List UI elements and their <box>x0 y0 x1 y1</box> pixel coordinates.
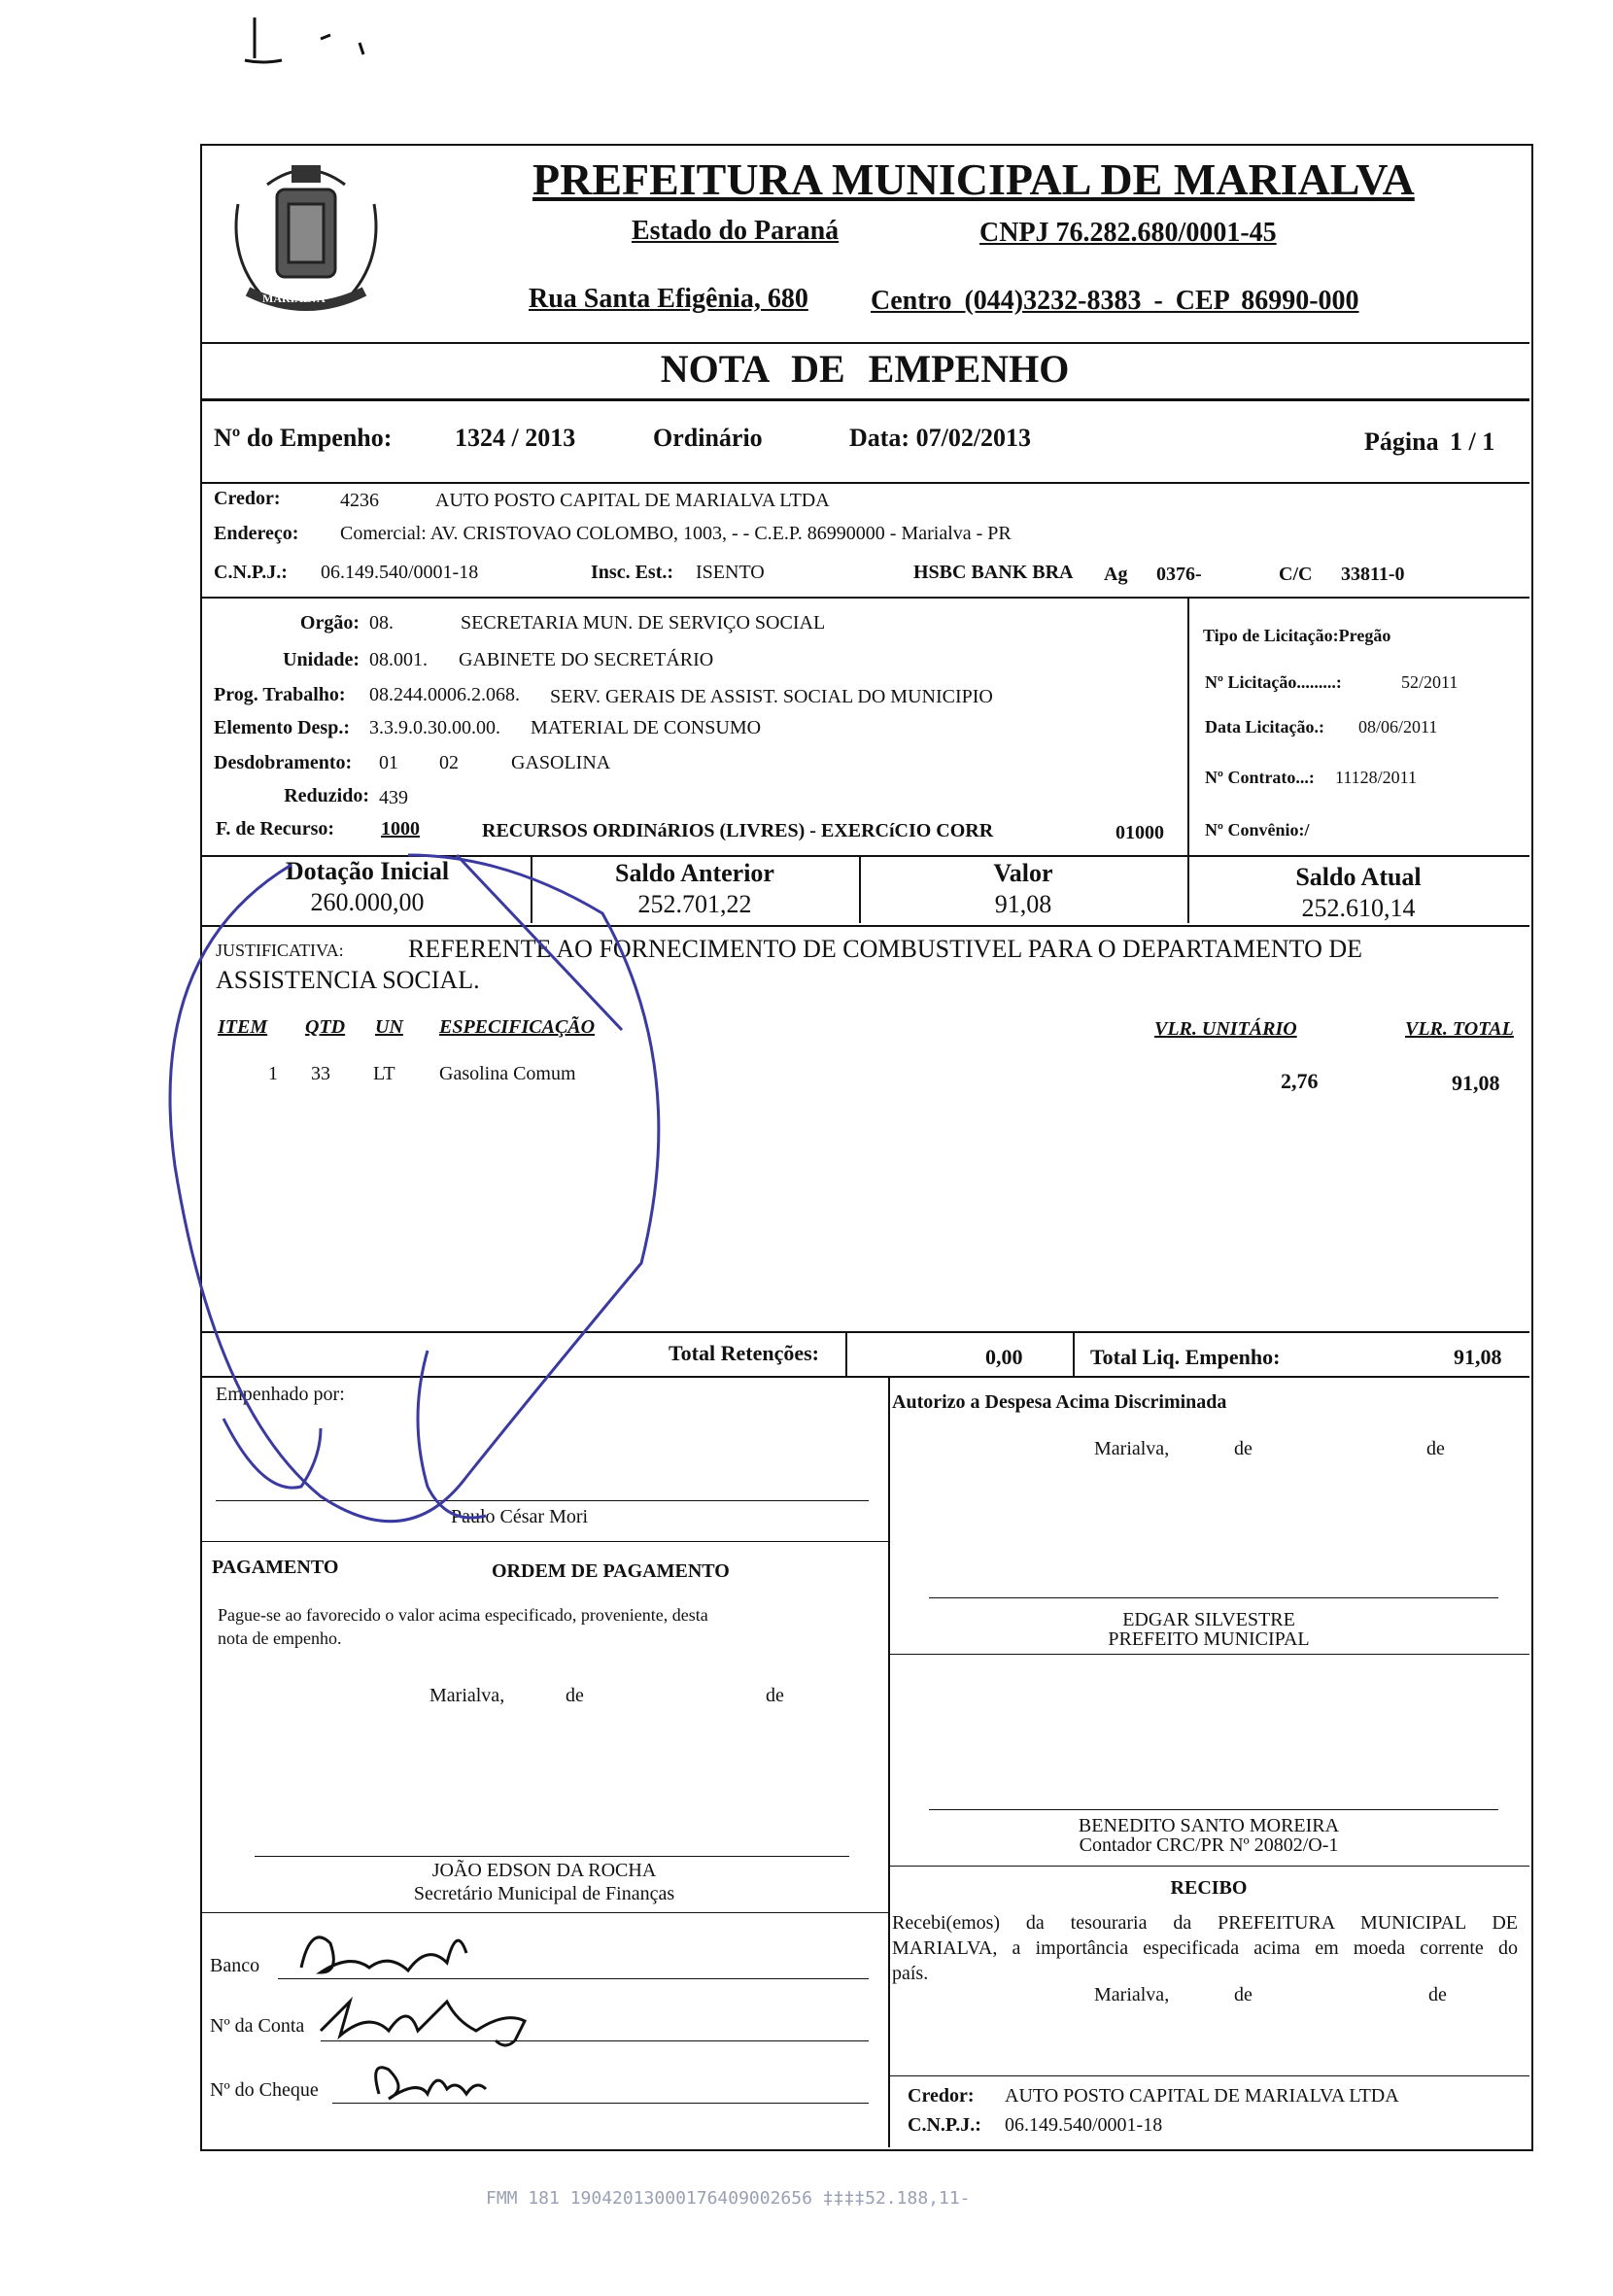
municipality-contact: Centro (044)3232-8383 - CEP 86990-000 <box>871 286 1359 316</box>
cheque-label: Nº do Cheque <box>210 2079 319 2101</box>
prefeito-name: EDGAR SILVESTRE <box>1122 1609 1295 1630</box>
unidade-code: 08.001. <box>369 649 428 670</box>
unidade-name: GABINETE DO SECRETÁRIO <box>459 649 714 670</box>
orgao-code: 08. <box>369 612 394 634</box>
saldo-atual-label: Saldo Atual <box>1295 863 1422 891</box>
justificativa-label: JUSTIFICATIVA: <box>216 941 344 960</box>
valor-value: 91,08 <box>994 890 1052 918</box>
desdobramento-a: 01 <box>379 752 398 773</box>
pagamento-de-1: de <box>566 1685 584 1706</box>
licitacao-number-label: Nº Licitação.........: <box>1205 672 1342 692</box>
banco-label: Banco <box>210 1955 260 1976</box>
footer-cnpj: 06.149.540/0001-18 <box>1005 2114 1163 2136</box>
total-liquido-value: 91,08 <box>1454 1345 1502 1369</box>
recibo-line2: MARIALVA, a importância especificada acima em moeda corrente do <box>892 1937 1518 1959</box>
desdobramento-name: GASOLINA <box>511 752 611 773</box>
page-label: Página <box>1364 428 1439 456</box>
saldo-atual-value: 252.610,14 <box>1301 894 1416 922</box>
pagamento-label: PAGAMENTO <box>212 1557 339 1578</box>
item-row-1-spec: Gasolina Comum <box>439 1063 576 1084</box>
recurso-code: 1000 <box>381 818 420 840</box>
licitacao-date-label: Data Licitação.: <box>1205 717 1324 737</box>
prog-label: Prog. Trabalho: <box>214 684 346 705</box>
municipality-title: PREFEITURA MUNICIPAL DE MARIALVA <box>532 154 1415 204</box>
municipality-cnpj: CNPJ 76.282.680/0001-45 <box>979 218 1277 248</box>
contrato-number: 11128/2011 <box>1335 768 1417 787</box>
saldo-anterior-value: 252.701,22 <box>637 890 752 918</box>
contador-title: Contador CRC/PR Nº 20802/O-1 <box>1079 1834 1339 1856</box>
autorizo-de-2: de <box>1426 1438 1445 1459</box>
page-number: 1 / 1 <box>1450 428 1495 456</box>
dotacao-value: 260.000,00 <box>310 888 425 916</box>
recibo-de-2: de <box>1428 1984 1447 2005</box>
empenho-number-label: Nº do Empenho: <box>214 424 393 452</box>
credor-name: AUTO POSTO CAPITAL DE MARIALVA LTDA <box>435 490 830 511</box>
col-especificacao: ESPECIFICAÇÃO <box>439 1016 596 1038</box>
total-liquido-label: Total Liq. Empenho: <box>1090 1345 1281 1369</box>
col-un: UN <box>375 1016 403 1038</box>
recibo-place: Marialva, <box>1094 1984 1170 2005</box>
credor-label: Credor: <box>214 488 281 509</box>
prog-name: SERV. GERAIS DE ASSIST. SOCIAL DO MUNICIPIO <box>550 686 993 707</box>
licitacao-date: 08/06/2011 <box>1358 717 1438 737</box>
credor-cnpj: 06.149.540/0001-18 <box>321 562 479 583</box>
footer-cnpj-label: C.N.P.J.: <box>908 2114 981 2136</box>
reduzido-label: Reduzido: <box>284 785 369 806</box>
empenhado-name: Paulo César Mori <box>451 1506 589 1527</box>
elemento-name: MATERIAL DE CONSUMO <box>531 717 762 738</box>
contrato-label: Nº Contrato...: <box>1205 768 1315 787</box>
justificativa-line1: REFERENTE AO FORNECIMENTO DE COMBUSTIVEL PARA O DEPARTAMENTO DE <box>408 935 1363 963</box>
state-name: Estado do Paraná <box>632 216 840 246</box>
recibo-de-1: de <box>1234 1984 1253 2005</box>
item-row-1-item: 1 <box>268 1063 278 1084</box>
ordem-pagamento-label: ORDEM DE PAGAMENTO <box>492 1560 730 1582</box>
reduzido-value: 439 <box>379 787 408 808</box>
account-label: C/C <box>1279 564 1313 585</box>
secretario-title: Secretário Municipal de Finanças <box>413 1883 675 1904</box>
account-number: 33811-0 <box>1341 564 1405 585</box>
licitacao-type: Tipo de Licitação:Pregão <box>1203 626 1391 645</box>
convenio-label: Nº Convênio:/ <box>1205 820 1310 840</box>
top-corner-mark <box>245 17 363 62</box>
prog-code: 08.244.0006.2.068. <box>369 684 520 705</box>
recibo-line3: país. <box>892 1963 929 1984</box>
insc-value: ISENTO <box>696 562 765 583</box>
secretario-name: JOÃO EDSON DA ROCHA <box>431 1860 657 1881</box>
bank-name: HSBC BANK BRA <box>913 562 1074 583</box>
credor-cnpj-label: C.N.P.J.: <box>214 562 288 583</box>
recibo-line1: Recebi(emos) da tesouraria da PREFEITURA MUNICIPAL DE <box>892 1912 1518 1934</box>
recurso-number: 01000 <box>1115 822 1164 843</box>
item-row-1-total: 91,08 <box>1452 1071 1500 1095</box>
recurso-label: F. de Recurso: <box>216 818 335 840</box>
empenho-date: Data: 07/02/2013 <box>849 424 1032 452</box>
justificativa-line2: ASSISTENCIA SOCIAL. <box>216 966 480 994</box>
autorizo-de-1: de <box>1234 1438 1253 1459</box>
document-title: NOTA DE EMPENHO <box>660 347 1070 391</box>
credor-address: Comercial: AV. CRISTOVAO COLOMBO, 1003, - - C.E.P. 86990000 - Marialva - PR <box>340 523 1012 544</box>
autorizo-place: Marialva, <box>1094 1438 1170 1459</box>
credor-code: 4236 <box>340 490 379 511</box>
autorizo-text: Autorizo a Despesa Acima Discriminada <box>892 1391 1227 1413</box>
pague-line2: nota de empenho. <box>218 1628 342 1648</box>
item-row-1-unit: 2,76 <box>1281 1069 1319 1093</box>
pagamento-place: Marialva, <box>429 1685 505 1706</box>
valor-label: Valor <box>993 859 1053 887</box>
prefeito-title: PREFEITO MUNICIPAL <box>1108 1628 1310 1650</box>
pague-line1: Pague-se ao favorecido o valor acima especificado, proveniente, desta <box>218 1605 708 1625</box>
unidade-label: Unidade: <box>283 649 360 670</box>
orgao-label: Orgão: <box>299 612 360 634</box>
contador-name: BENEDITO SANTO MOREIRA <box>1078 1815 1340 1836</box>
recurso-name: RECURSOS ORDINáRIOS (LIVRES) - EXERCíCIO CORR <box>482 820 994 841</box>
desdobramento-label: Desdobramento: <box>214 752 353 773</box>
saldo-anterior-label: Saldo Anterior <box>615 859 774 887</box>
retencoes-label: Total Retenções: <box>669 1341 819 1365</box>
address-label: Endereço: <box>214 523 299 544</box>
desdobramento-b: 02 <box>439 752 459 773</box>
municipality-address: Rua Santa Efigênia, 680 <box>529 284 808 314</box>
empenhado-label: Empenhado por: <box>216 1384 345 1405</box>
agency-label: Ag <box>1104 564 1128 585</box>
licitacao-number: 52/2011 <box>1401 672 1459 692</box>
bottom-machine-code: FMM 181 19042013000176409002656 ‡‡‡‡52.188,11- <box>486 2188 971 2209</box>
dotacao-label: Dotação Inicial <box>285 857 450 885</box>
item-row-1-un: LT <box>373 1063 395 1084</box>
retencoes-value: 0,00 <box>985 1345 1023 1369</box>
empenho-type: Ordinário <box>653 424 763 452</box>
elemento-code: 3.3.9.0.30.00.00. <box>369 717 500 738</box>
conta-label: Nº da Conta <box>210 2015 305 2037</box>
col-vlr-unitario: VLR. UNITÁRIO <box>1154 1018 1297 1040</box>
footer-credor-label: Credor: <box>908 2085 975 2107</box>
pagamento-de-2: de <box>766 1685 784 1706</box>
crest-label: MARIALVA <box>262 291 326 305</box>
item-row-1-qtd: 33 <box>311 1063 330 1084</box>
col-qtd: QTD <box>305 1016 346 1038</box>
empenho-number: 1324 / 2013 <box>455 424 576 452</box>
footer-credor-name: AUTO POSTO CAPITAL DE MARIALVA LTDA <box>1005 2085 1399 2107</box>
col-item: ITEM <box>218 1016 268 1038</box>
col-vlr-total: VLR. TOTAL <box>1405 1018 1514 1040</box>
orgao-name: SECRETARIA MUN. DE SERVIÇO SOCIAL <box>461 612 826 634</box>
agency-number: 0376- <box>1156 564 1202 585</box>
recibo-title: RECIBO <box>1170 1877 1248 1899</box>
insc-label: Insc. Est.: <box>591 562 674 583</box>
elemento-label: Elemento Desp.: <box>214 717 350 738</box>
